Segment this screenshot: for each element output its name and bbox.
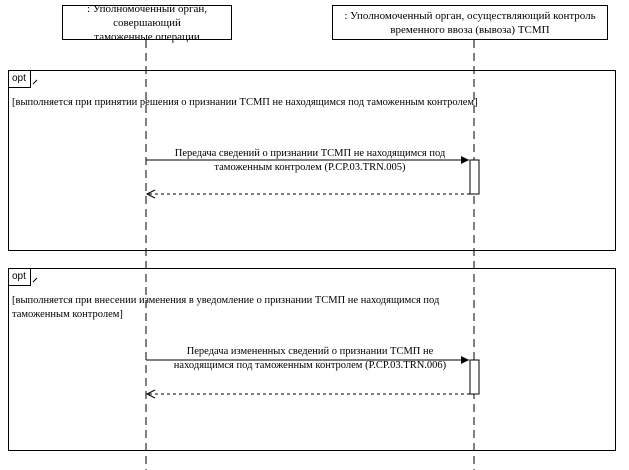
guard-line: таможенным контролем] bbox=[12, 309, 123, 320]
activation-bar bbox=[470, 360, 479, 394]
lifeline-label-line: временного ввоза (вывоза) ТСМП bbox=[390, 23, 550, 36]
tag-notch bbox=[33, 80, 37, 84]
message-label bbox=[150, 147, 470, 175]
fragment-operator: opt bbox=[9, 71, 31, 88]
guard-line: [выполняется при принятии решения о признании ТСМП не находящимся под таможенным контролем] bbox=[12, 97, 478, 108]
message-label-line: Передача измененных сведений о признании ТСМП не bbox=[186, 346, 434, 357]
message-label-line: Передача сведений о признании ТСМП не находящимся под bbox=[174, 148, 446, 159]
activation-bar bbox=[470, 160, 479, 194]
lifeline-label-line: таможенные операции bbox=[94, 30, 200, 43]
lifeline-label-line: : Уполномоченный орган, осуществляющий контроль bbox=[344, 9, 596, 22]
lifeline-label-line: : Уполномоченный орган, совершающий bbox=[87, 2, 207, 29]
message-label-line: находящимся под таможенным контролем (P.CP.03.TRN.006) bbox=[173, 360, 447, 371]
message-label-line: таможенным контролем (P.CP.03.TRN.005) bbox=[214, 162, 406, 173]
tag-notch bbox=[33, 278, 37, 282]
fragment-operator: opt bbox=[9, 269, 31, 286]
message-label bbox=[150, 345, 470, 373]
guard-line: [выполняется при внесении изменения в уведомление о признании ТСМП не находящимся под bbox=[12, 295, 440, 306]
